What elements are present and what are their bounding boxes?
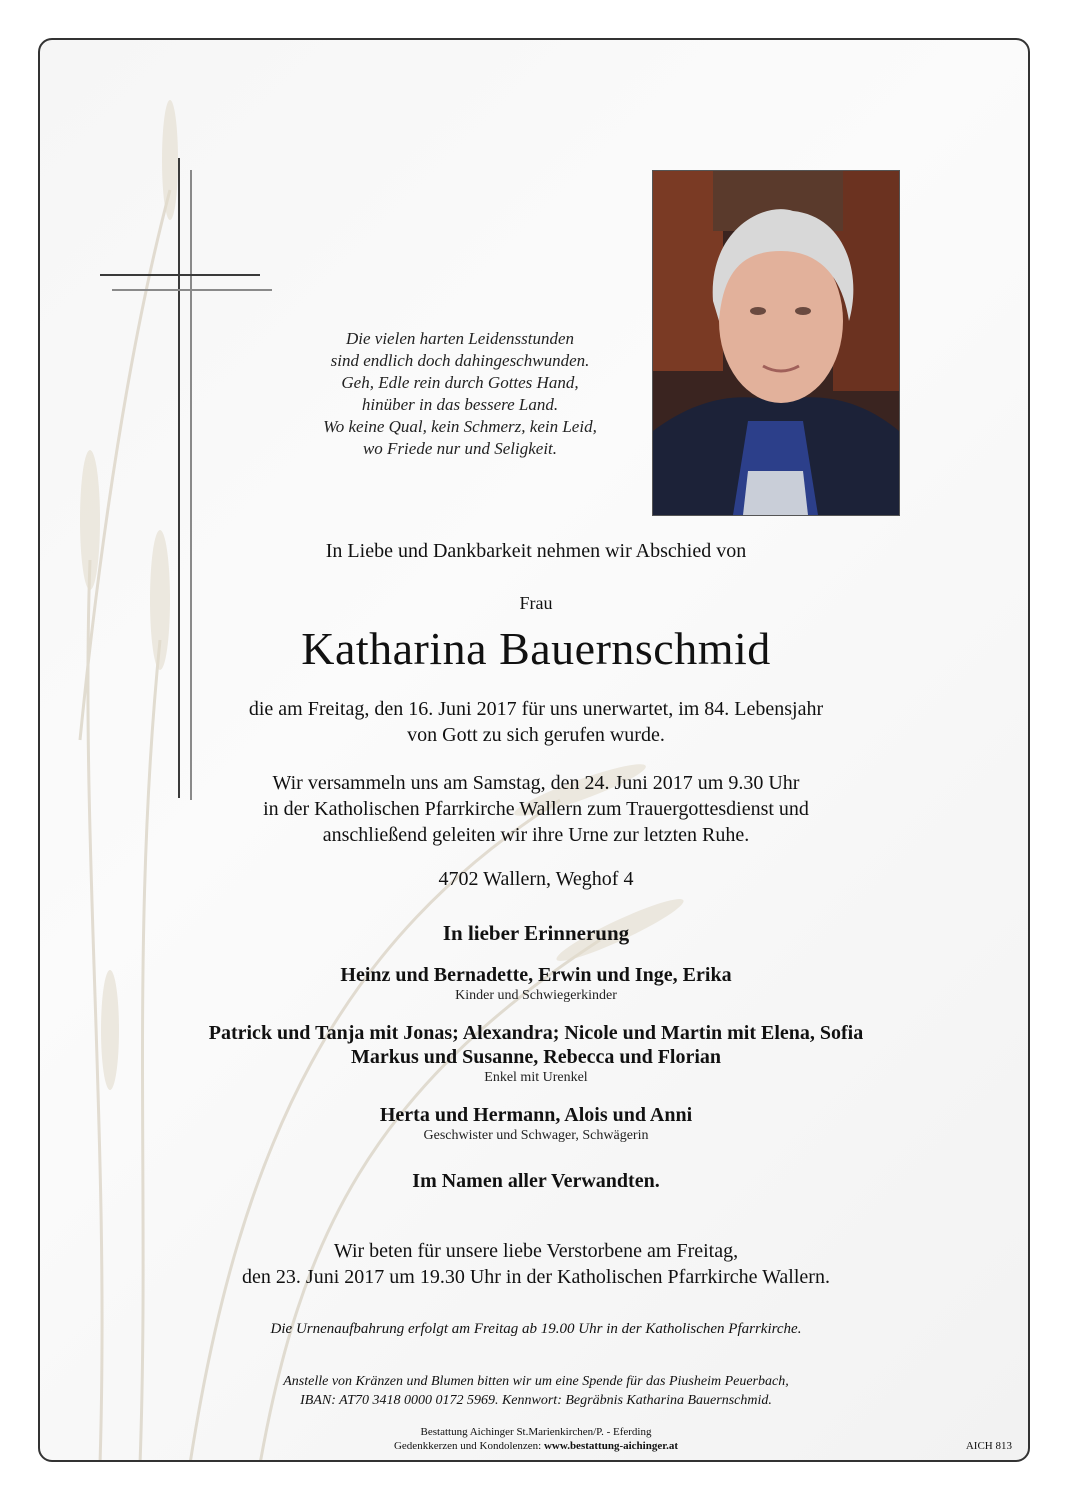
footer (80, 1425, 992, 1453)
poem-line: Die vielen harten Leidensstunden (345, 329, 575, 348)
poem-line: Geh, Edle rein durch Gottes Hand, (341, 373, 579, 392)
document-code: AICH 813 (965, 1440, 1012, 1452)
family-group (80, 1021, 992, 1086)
death-notice-line: die am Freitag, den 16. Juni 2017 für uns unerwartet, im 84. Lebensjahr (248, 698, 824, 720)
prayer-line: Wir beten für unsere liebe Verstorbene am Freitag, (333, 1240, 739, 1262)
family-names: Herta und Hermann, Alois und Anni (379, 1104, 693, 1126)
family-group (80, 963, 992, 1004)
donation-notice (80, 1372, 992, 1410)
service-notice (80, 770, 992, 848)
address: 4702 Wallern, Weghof 4 (438, 868, 634, 890)
obituary-card (38, 38, 1030, 1462)
service-notice-line: Wir versammeln uns am Samstag, den 24. Juni 2017 um 9.30 Uhr (272, 772, 800, 794)
donation-line: IBAN: AT70 3418 0000 0172 5969. Kennwort: Begräbnis Katharina Bauernschmid. (300, 1393, 772, 1408)
remembrance-heading: In lieber Erinnerung (442, 921, 630, 945)
memorial-poem (260, 328, 660, 460)
family-relation: Enkel mit Urenkel (484, 1070, 588, 1085)
poem-line: hinüber in das bessere Land. (361, 395, 559, 414)
death-notice (80, 696, 992, 748)
poem-line: sind endlich doch dahingeschwunden. (330, 351, 590, 370)
website-link[interactable]: www.bestattung-aichinger.at (543, 1440, 679, 1452)
portrait-photo (652, 170, 900, 516)
viewing-notice: Die Urnenaufbahrung erfolgt am Freitag ab 19.00 Uhr in der Katholischen Pfarrkirche. (270, 1321, 802, 1337)
family-names: Patrick und Tanja mit Jonas; Alexandra; Nicole und Martin mit Elena, Sofia (208, 1022, 864, 1044)
family-group (80, 1103, 992, 1144)
family-names: Heinz und Bernadette, Erwin und Inge, Erika (340, 964, 732, 986)
cross-horizontal-dark (100, 274, 260, 276)
service-notice-line: anschließend geleiten wir ihre Urne zur letzten Ruhe. (322, 824, 750, 846)
prayer-line: den 23. Juni 2017 um 19.30 Uhr in der Katholischen Pfarrkirche Wallern. (242, 1266, 830, 1288)
family-names: Markus und Susanne, Rebecca und Florian (350, 1046, 722, 1068)
prayer-notice (80, 1238, 992, 1290)
condolence-line (80, 1439, 992, 1453)
death-notice-line: von Gott zu sich gerufen wurde. (407, 724, 665, 746)
deceased-name: Katharina Bauernschmid (301, 623, 771, 674)
family-relation: Geschwister und Schwager, Schwägerin (423, 1128, 649, 1143)
donation-line: Anstelle von Kränzen und Blumen bitten wir um eine Spende für das Piusheim Peuerbach, (283, 1374, 789, 1389)
condolence-label: Gedenkkerzen und Kondolenzen: (393, 1440, 542, 1452)
poem-line: wo Friede nur und Seligkeit. (362, 439, 558, 458)
cross-horizontal-light (112, 289, 272, 291)
service-notice-line: in der Katholischen Pfarrkirche Wallern zum Trauergottesdienst und (263, 798, 809, 820)
salutation: Frau (519, 593, 553, 613)
poem-line: Wo keine Qual, kein Schmerz, kein Leid, (323, 417, 597, 436)
intro-text: In Liebe und Dankbarkeit nehmen wir Abschied von (325, 540, 747, 562)
closing-signature: Im Namen aller Verwandten. (412, 1170, 660, 1192)
undertaker-name: Bestattung Aichinger St.Marienkirchen/P. - Eferding (420, 1426, 652, 1438)
family-relation: Kinder und Schwiegerkinder (455, 988, 617, 1003)
